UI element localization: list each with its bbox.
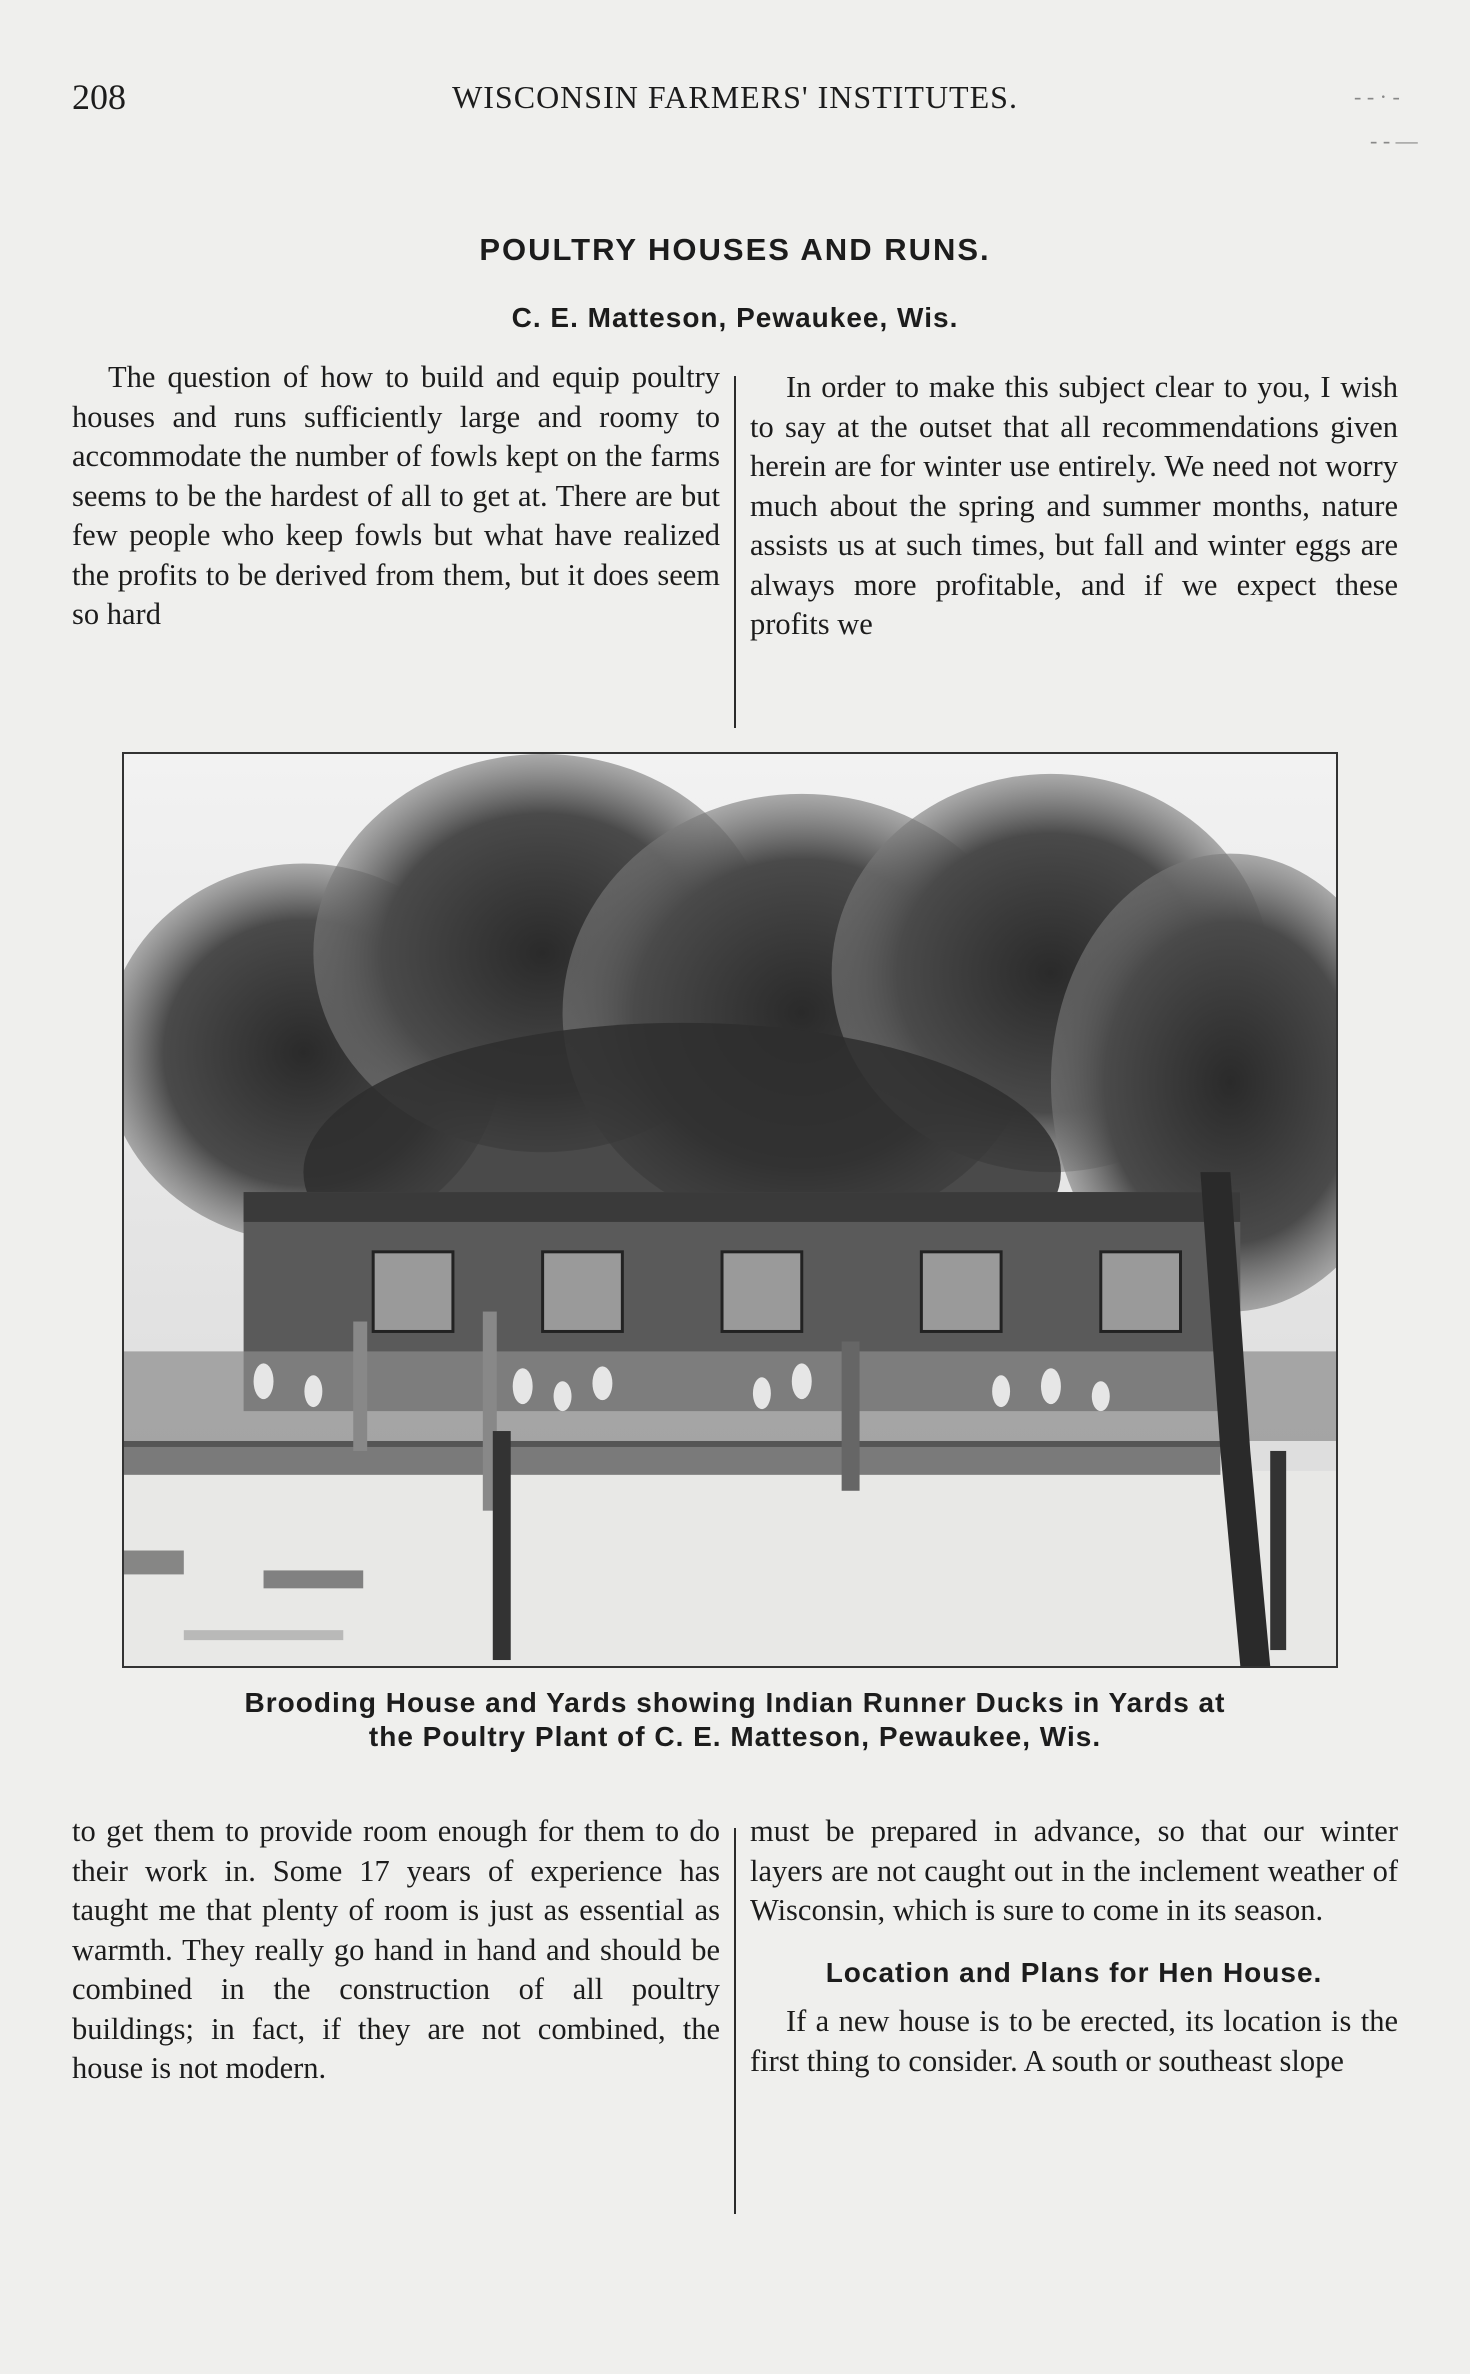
- column-bottom-right: [750, 1812, 1398, 2081]
- article-title: POULTRY HOUSES AND RUNS.: [479, 232, 991, 267]
- running-title: WISCONSIN FARMERS' INSTITUTES.: [452, 79, 1018, 115]
- article-byline: C. E. Matteson, Pewaukee, Wis.: [511, 302, 959, 333]
- paragraph: must be prepared in advance, so that our winter layers are not caught out in the inclement weather of Wisconsin, which is sure to come in its season.: [750, 1814, 1398, 1927]
- margin-mark: - - —: [1370, 128, 1418, 153]
- paragraph: The question of how to build and equip poultry houses and runs sufficiently large and roomy to accommodate the number of fowls kept on the farms seems to be the hardest of all to get at. There are but few people who keep fowls but what have realized the profits to be derived from them, but it does seem so hard: [72, 360, 720, 631]
- photo-illustration: [124, 754, 1336, 1666]
- caption-line: the Poultry Plant of C. E. Matteson, Pewaukee, Wis.: [368, 1721, 1102, 1752]
- paragraph: In order to make this subject clear to you, I wish to say at the outset that all recommendations given herein are for winter use entirely. We need not worry much about the spring and summer months, nature assists us at such times, but fall and winter eggs are always more profitable, and if we expect these profits we: [750, 370, 1398, 641]
- page-header: [72, 76, 1398, 126]
- paragraph: If a new house is to be erected, its location is the first thing to consider. A south or southeast slope: [750, 2004, 1398, 2078]
- column-divider: [734, 376, 736, 728]
- caption-line: Brooding House and Yards showing Indian Runner Ducks in Yards at: [244, 1687, 1226, 1718]
- column-top-right: [750, 368, 1398, 645]
- paragraph: to get them to provide room enough for them to do their work in. Some 17 years of experience has taught me that plenty of room is just as essential as warmth. They really go hand in hand and should be combined in the construction of all poultry buildings; in fact, if they are not combined, the house is not modern.: [72, 1814, 720, 2085]
- section-subheading: Location and Plans for Hen House.: [825, 1956, 1323, 1988]
- page-number: 208: [72, 77, 126, 117]
- margin-mark: - - · -: [1354, 84, 1400, 109]
- column-top-left: [72, 358, 720, 635]
- column-divider: [734, 1828, 736, 2214]
- column-bottom-left: [72, 1812, 720, 2089]
- photograph-brooding-house: [122, 752, 1338, 1668]
- figure-caption: [0, 1686, 1470, 1754]
